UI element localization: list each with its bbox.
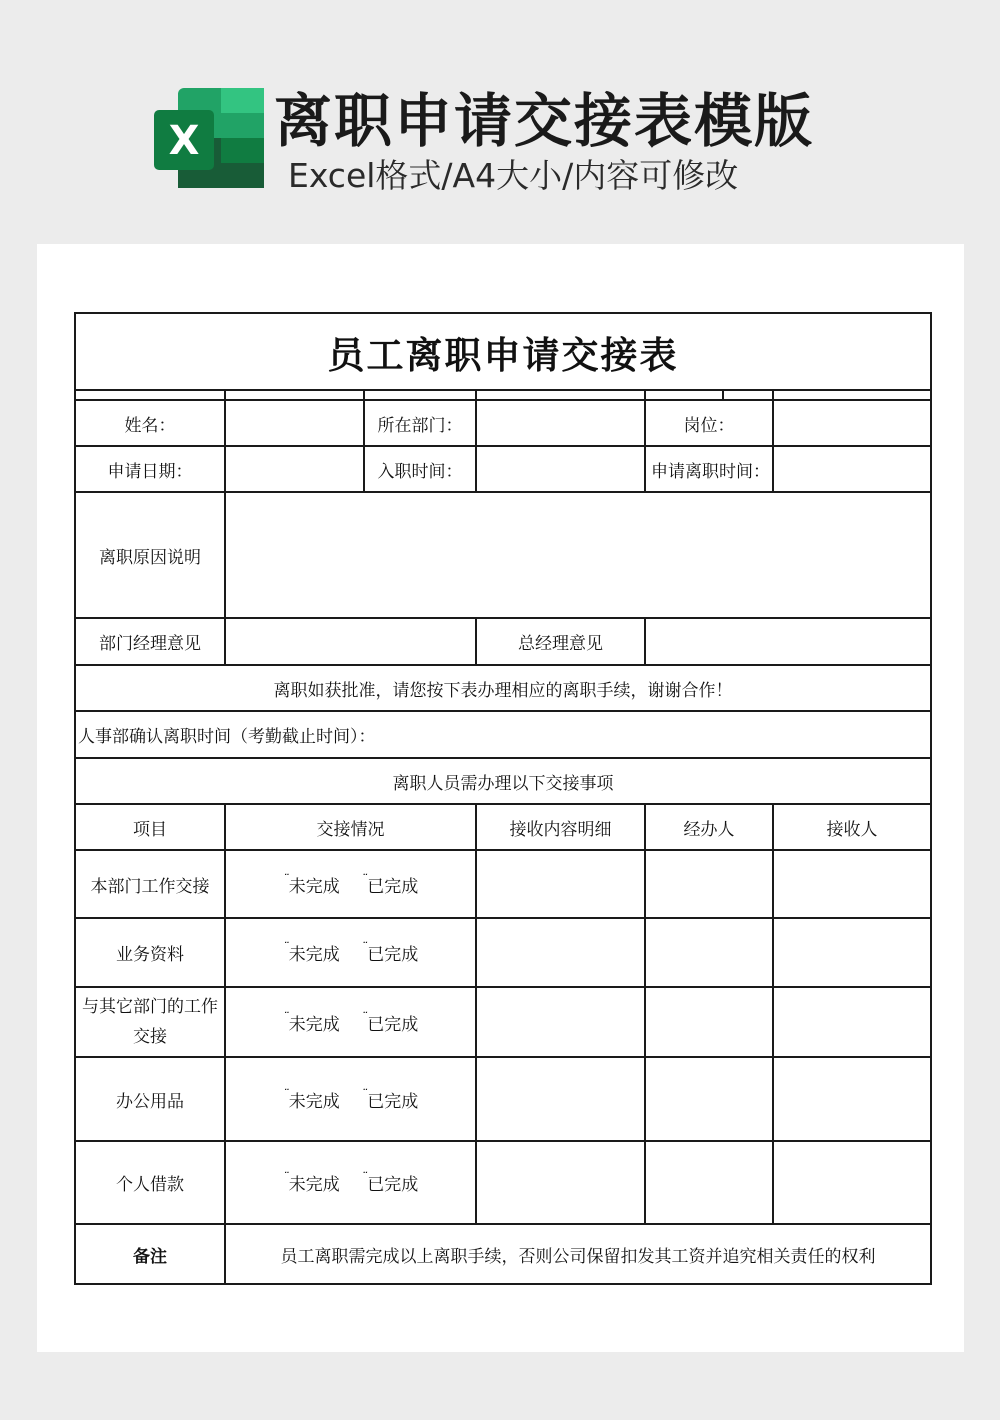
status-incomplete-checkbox[interactable]: ¨未完成 bbox=[282, 1170, 340, 1195]
info-row-1 bbox=[75, 400, 931, 446]
header-handler: 经办人 bbox=[645, 804, 773, 850]
entry-time-value[interactable] bbox=[476, 446, 645, 492]
item-label: 办公用品 bbox=[75, 1057, 225, 1141]
header-detail: 接收内容明细 bbox=[476, 804, 645, 850]
status-incomplete-checkbox[interactable]: ¨未完成 bbox=[282, 1009, 340, 1035]
apply-date-label: 申请日期： bbox=[75, 446, 225, 492]
handover-row bbox=[75, 987, 931, 1057]
position-value[interactable] bbox=[773, 400, 931, 446]
detail-cell[interactable] bbox=[476, 1057, 645, 1141]
form-sheet bbox=[37, 244, 964, 1352]
status-complete-checkbox[interactable]: ¨已完成 bbox=[361, 940, 419, 965]
item-label: 本部门工作交接 bbox=[75, 850, 225, 918]
remark-label: 备注 bbox=[75, 1224, 225, 1284]
status-complete-checkbox[interactable]: ¨已完成 bbox=[361, 871, 419, 897]
name-label: 姓名： bbox=[75, 400, 225, 446]
dept-manager-value[interactable] bbox=[225, 618, 476, 665]
reason-row bbox=[75, 492, 931, 618]
status-complete-checkbox[interactable]: ¨已完成 bbox=[361, 1086, 419, 1112]
status-complete-checkbox[interactable]: ¨已完成 bbox=[361, 1009, 419, 1035]
handover-title-row bbox=[75, 758, 931, 804]
spacer-row bbox=[75, 390, 931, 400]
header-receiver: 接收人 bbox=[773, 804, 931, 850]
detail-cell[interactable] bbox=[476, 1141, 645, 1224]
handover-row bbox=[75, 850, 931, 918]
handover-title: 离职人员需办理以下交接事项 bbox=[75, 758, 931, 804]
receiver-cell[interactable] bbox=[773, 918, 931, 987]
dept-manager-label: 部门经理意见 bbox=[75, 618, 225, 665]
entry-time-label: 入职时间： bbox=[364, 446, 476, 492]
handover-header-row bbox=[75, 804, 931, 850]
status-cell bbox=[225, 850, 476, 918]
status-cell bbox=[225, 1141, 476, 1224]
status-incomplete-checkbox[interactable]: ¨未完成 bbox=[282, 940, 340, 965]
handover-form-table bbox=[74, 312, 932, 1285]
hr-confirm-text: 人事部确认离职时间（考勤截止时间）： bbox=[75, 711, 931, 758]
remark-text: 员工离职需完成以上离职手续，否则公司保留扣发其工资并追究相关责任的权利 bbox=[225, 1224, 931, 1284]
handler-cell[interactable] bbox=[645, 850, 773, 918]
detail-cell[interactable] bbox=[476, 850, 645, 918]
gm-label: 总经理意见 bbox=[476, 618, 645, 665]
opinion-row bbox=[75, 618, 931, 665]
handover-row bbox=[75, 1141, 931, 1224]
item-label: 个人借款 bbox=[75, 1141, 225, 1224]
remark-row bbox=[75, 1224, 931, 1284]
info-row-2 bbox=[75, 446, 931, 492]
handler-cell[interactable] bbox=[645, 1141, 773, 1224]
header-item: 项目 bbox=[75, 804, 225, 850]
receiver-cell[interactable] bbox=[773, 987, 931, 1057]
banner-title: 离职申请交接表模版 bbox=[274, 87, 815, 155]
excel-icon-letter: X bbox=[168, 118, 200, 164]
reason-label: 离职原因说明 bbox=[75, 492, 225, 618]
name-value[interactable] bbox=[225, 400, 364, 446]
item-label: 业务资料 bbox=[75, 918, 225, 987]
banner-subtitle: Excel格式/A4大小/内容可修改 bbox=[288, 156, 739, 195]
status-complete-checkbox[interactable]: ¨已完成 bbox=[361, 1170, 419, 1195]
notice-text: 离职如获批准，请您按下表办理相应的离职手续，谢谢合作！ bbox=[75, 665, 931, 711]
handler-cell[interactable] bbox=[645, 918, 773, 987]
receiver-cell[interactable] bbox=[773, 850, 931, 918]
status-cell bbox=[225, 918, 476, 987]
form-title: 员工离职申请交接表 bbox=[75, 313, 931, 390]
notice-row bbox=[75, 665, 931, 711]
banner bbox=[0, 0, 1000, 240]
dept-label: 所在部门： bbox=[364, 400, 476, 446]
leave-time-label: 申请离职时间： bbox=[645, 446, 773, 492]
hr-confirm-row bbox=[75, 711, 931, 758]
handover-row bbox=[75, 1057, 931, 1141]
status-cell bbox=[225, 987, 476, 1057]
item-label: 与其它部门的工作交接 bbox=[75, 987, 225, 1057]
dept-value[interactable] bbox=[476, 400, 645, 446]
detail-cell[interactable] bbox=[476, 987, 645, 1057]
apply-date-value[interactable] bbox=[225, 446, 364, 492]
status-incomplete-checkbox[interactable]: ¨未完成 bbox=[282, 871, 340, 897]
handler-cell[interactable] bbox=[645, 987, 773, 1057]
handler-cell[interactable] bbox=[645, 1057, 773, 1141]
receiver-cell[interactable] bbox=[773, 1057, 931, 1141]
form-title-row bbox=[75, 313, 931, 390]
excel-icon bbox=[154, 88, 264, 188]
status-cell bbox=[225, 1057, 476, 1141]
detail-cell[interactable] bbox=[476, 918, 645, 987]
header-status: 交接情况 bbox=[225, 804, 476, 850]
handover-row bbox=[75, 918, 931, 987]
receiver-cell[interactable] bbox=[773, 1141, 931, 1224]
leave-time-value[interactable] bbox=[773, 446, 931, 492]
status-incomplete-checkbox[interactable]: ¨未完成 bbox=[282, 1086, 340, 1112]
gm-value[interactable] bbox=[645, 618, 931, 665]
position-label: 岗位： bbox=[645, 400, 773, 446]
reason-value[interactable] bbox=[225, 492, 931, 618]
